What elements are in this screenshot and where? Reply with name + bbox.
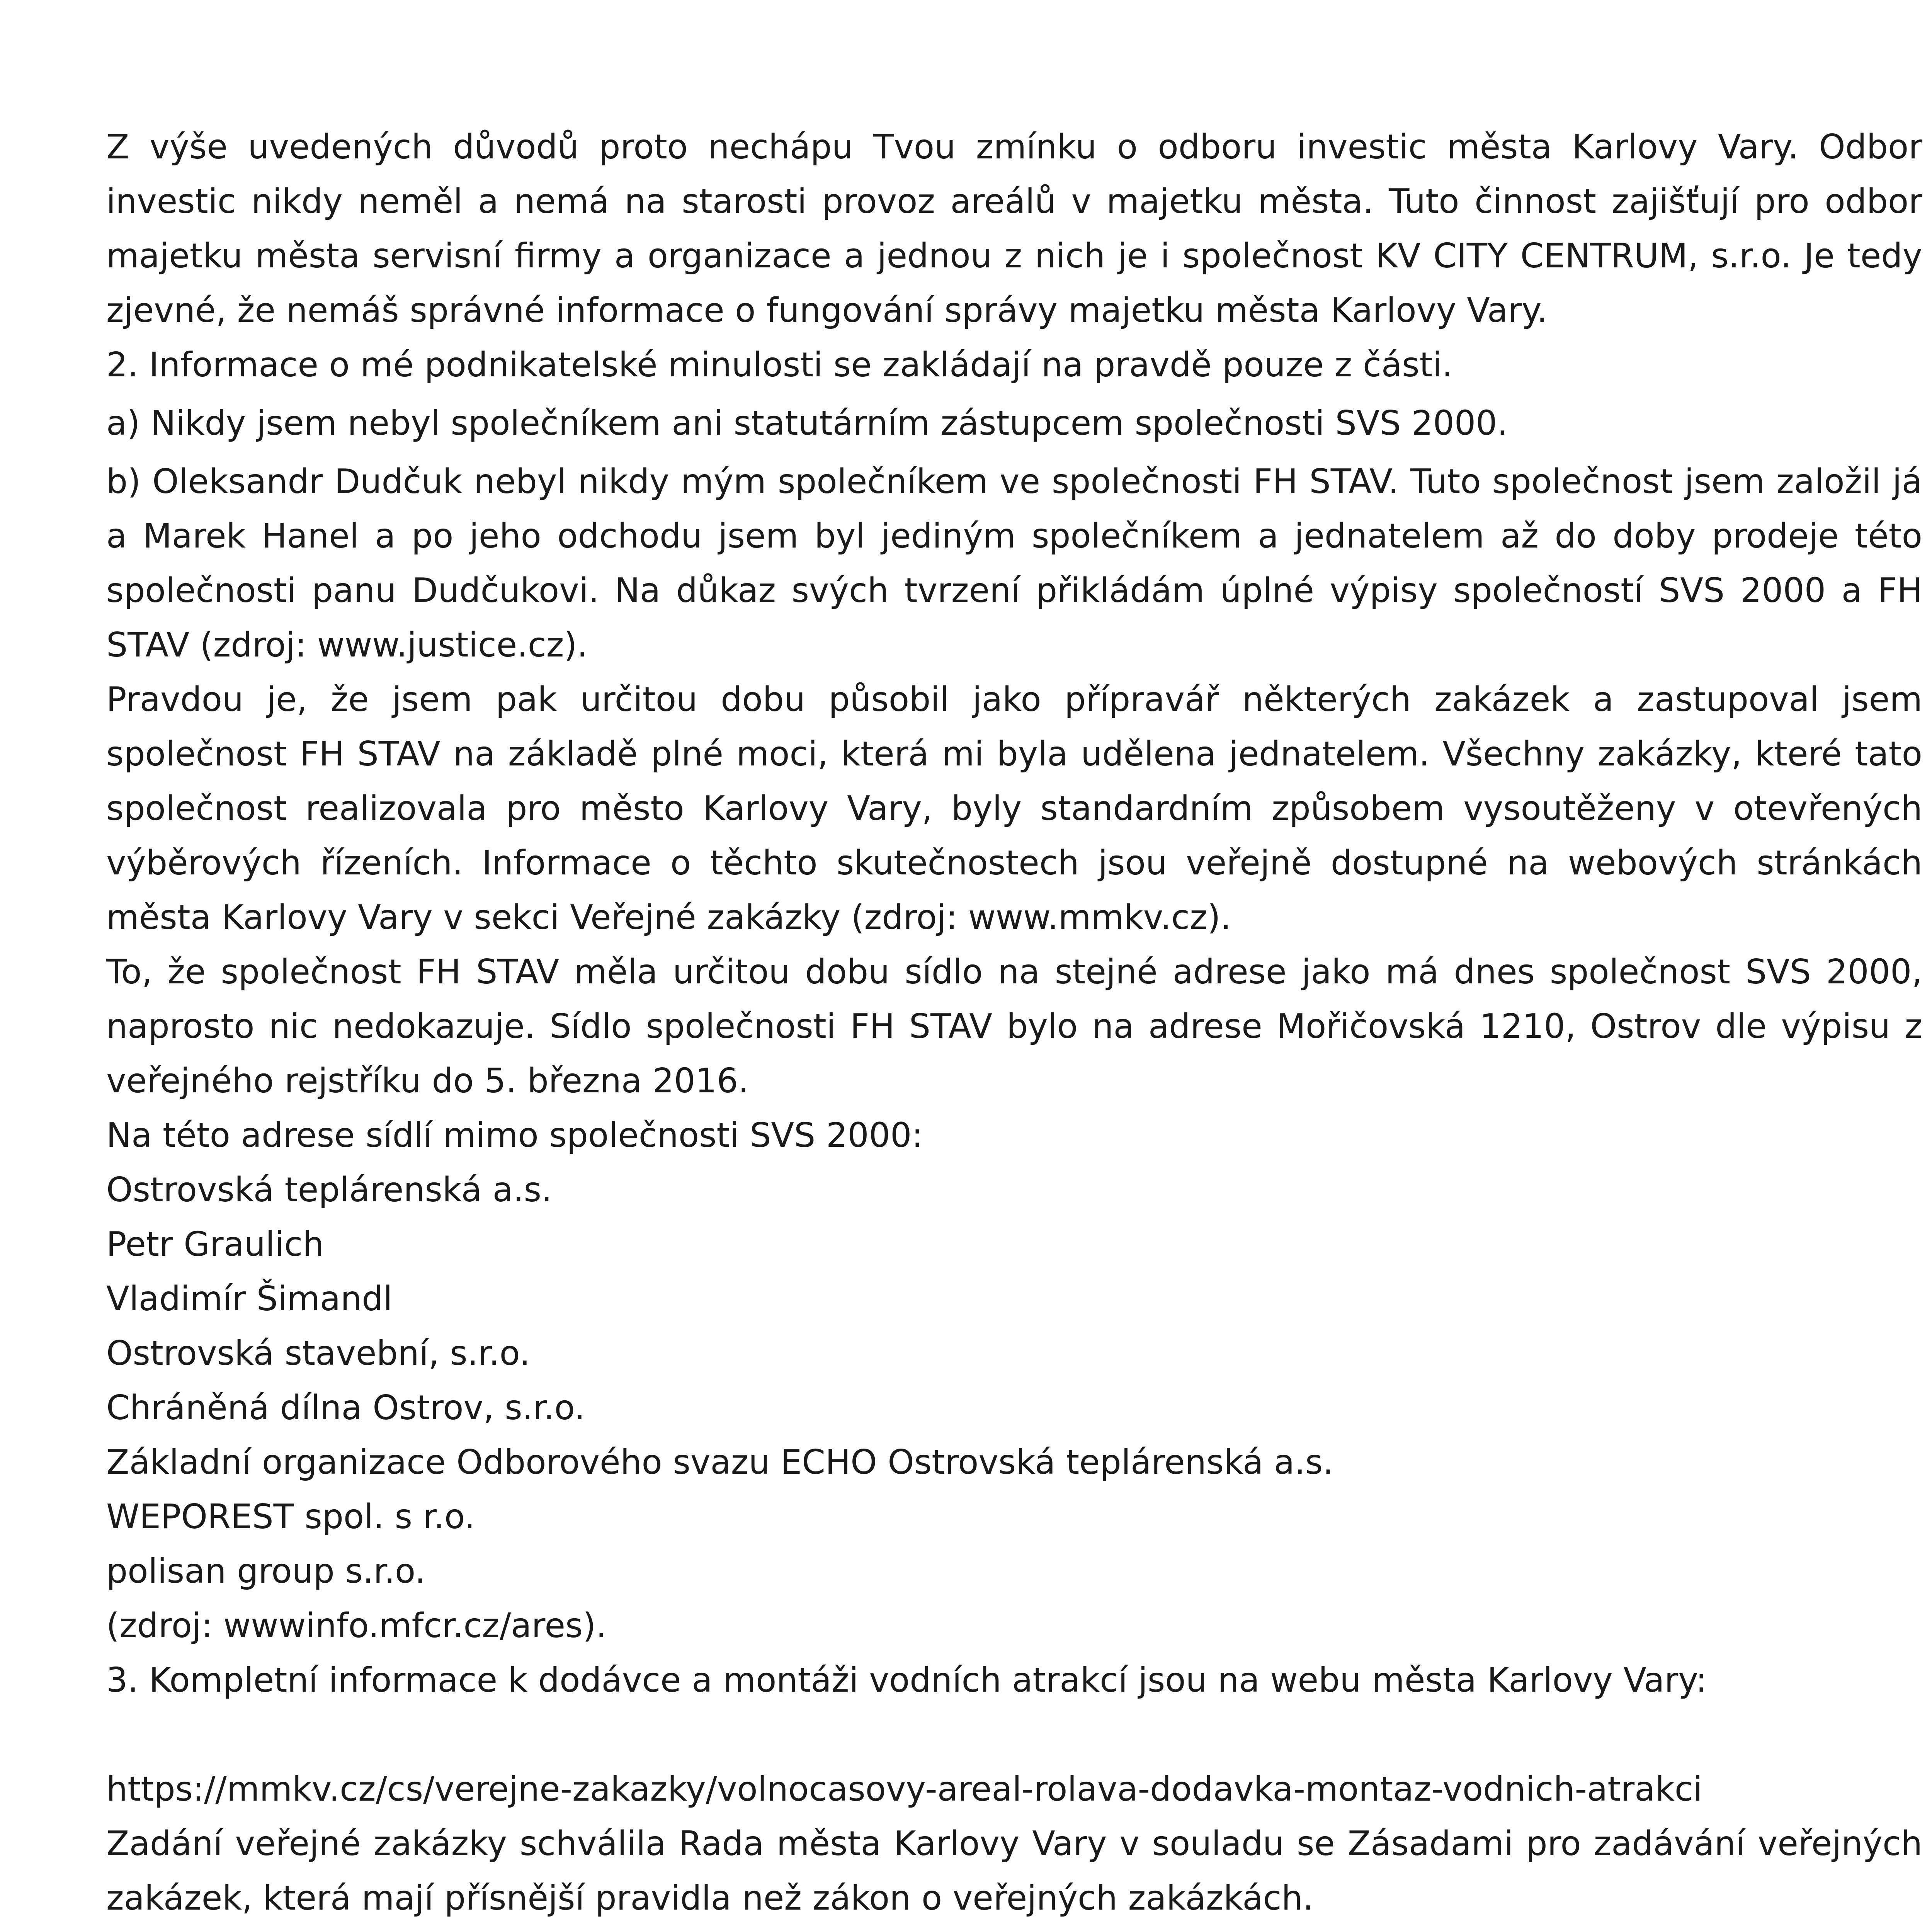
paragraph-odbor-investic: Z výše uvedených důvodů proto nechápu Tvou zmínku o odboru investic města Karlovy Vary. Odbor investic nikdy neměl a nemá na starosti provoz areálů v majetku města. Tuto činnost zajišťují pro odbor majetku města servisní firmy a organizace a jednou z nich je i společnost KV CITY CENTRUM, s.r.o. Je tedy zjevné, že nemáš správné informace o fungování správy majetku města Karlovy Vary. [106,127,1922,330]
list-item: Vladimír Šimandl [106,1279,393,1318]
list-item: Petr Graulich [106,1225,324,1264]
paragraph-point-2: 2. Informace o mé podnikatelské minulosti se zakládají na pravdě pouze z části. [106,345,1453,384]
list-item: Základní organizace Odborového svazu ECHO Ostrovská teplárenská a.s. [106,1442,1334,1482]
list-item: Chráněná dílna Ostrov, s.r.o. [106,1388,585,1427]
list-item: Ostrovská stavební, s.r.o. [106,1333,531,1373]
paragraph-point-2a: a) Nikdy jsem nebyl společníkem ani statutárním zástupcem společnosti SVS 2000. [106,403,1508,443]
address-company-list [106,1163,1922,1653]
paragraph-zadani-zakazky: Zadání veřejné zakázky schválila Rada města Karlovy Vary v souladu se Zásadami pro zadávání veřejných zakázek, která mají přísnější pravidla než zákon o veřejných zakázkách. [106,1824,1922,1918]
list-item: (zdroj: wwwinfo.mfcr.cz/ares). [106,1606,607,1645]
list-item: WEPOREST spol. s r.o. [106,1497,475,1536]
paragraph-sidlo-fh-stav: To, že společnost FH STAV měla určitou dobu sídlo na stejné adrese jako má dnes společnost SVS 2000, naprosto nic nedokazuje. Sídlo společnosti FH STAV bylo na adrese Mořičovská 1210, Ostrov dle výpisu z veřejného rejstříku do 5. března 2016. [106,952,1922,1100]
list-item: Ostrovská teplárenská a.s. [106,1170,552,1209]
paragraph-address-intro: Na této adrese sídlí mimo společnosti SVS 2000: [106,1116,923,1155]
paragraph-point-2b: b) Oleksandr Dudčuk nebyl nikdy mým společníkem ve společnosti FH STAV. Tuto společnost jsem založil já a Marek Hanel a po jeho odchodu jsem byl jediným společníkem a jednatelem až do doby prodeje této společnosti panu Dudčukovi. Na důkaz svých tvrzení přikládám úplné výpisy společností SVS 2000 a FH STAV (zdroj: www.justice.cz). [106,462,1922,665]
paragraph-poptavka-wibit [106,1925,1922,1932]
paragraph-point-3: 3. Kompletní informace k dodávce a montáži vodních atrakcí jsou na webu města Karlovy Vary: [106,1660,1707,1700]
document-page [106,120,1922,1932]
zakazka-url: https://mmkv.cz/cs/verejne-zakazky/volnocasovy-areal-rolava-dodavka-montaz-vodnich-atrakci [106,1769,1702,1809]
list-item: polisan group s.r.o. [106,1551,426,1591]
paragraph-fh-stav-zakazky: Pravdou je, že jsem pak určitou dobu působil jako přípravář některých zakázek a zastupoval jsem společnost FH STAV na základě plné moci, která mi byla udělena jednatelem. Všechny zakázky, které tato společnost realizovala pro město Karlovy Vary, byly standardním způsobem vysoutěženy v otevřených výběrových řízeních. Informace o těchto skutečnostech jsou veřejně dostupné na webových stránkách města Karlovy Vary v sekci Veřejné zakázky (zdroj: www.mmkv.cz). [106,680,1922,937]
